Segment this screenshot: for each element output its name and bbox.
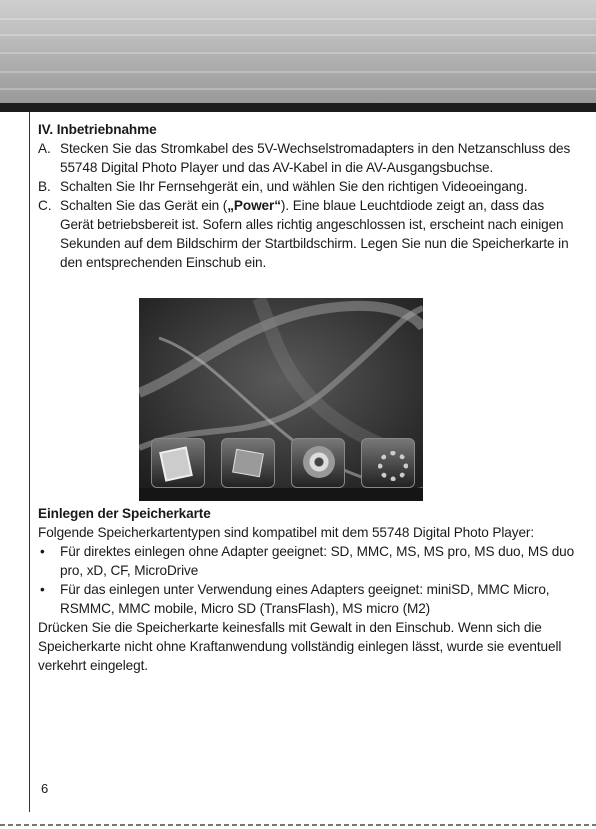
start-screen-image [139, 298, 423, 501]
music-disc-icon [291, 438, 345, 488]
section-heading: IV. Inbetriebnahme [38, 122, 157, 137]
settings-icon [361, 438, 415, 488]
instruction-marker: C. [38, 198, 52, 213]
bullet-symbol: • [40, 582, 45, 597]
cards-intro: Folgende Speicherkartentypen sind kompatibel mit dem 55748 Digital Photo Player: [38, 525, 535, 540]
bullet-text: Für das einlegen unter Verwendung eines Adapters geeignet: miniSD, MMC Micro, RSMMC, MMC mobile, Micro SD (TransFlash), MS micro (M2) [60, 582, 550, 616]
bullet-text: Für direktes einlegen ohne Adapter geeignet: SD, MMC, MS, MS pro, MS duo, MS duo pro, xD, CF, MicroDrive [60, 544, 575, 578]
header-banner [0, 0, 596, 103]
cards-heading: Einlegen der Speicherkarte [38, 506, 211, 521]
bullet-symbol: • [40, 544, 45, 559]
photo-icon [151, 438, 205, 488]
music-video-icon [221, 438, 275, 488]
instruction-text-start: Schalten Sie das Gerät ein ( [60, 198, 228, 213]
cards-warning: Drücken Sie die Speicherkarte keinesfalls mit Gewalt in den Einschub. Wenn sich die Speicherkarte nicht ohne Kraftanwendung vollständig einlegen lässt, wurde sie eventuell verkehrt eingelegt. [38, 620, 562, 673]
margin-rule [29, 112, 30, 812]
instruction-marker: B. [38, 179, 51, 194]
cards-bullet-adapter [38, 580, 578, 618]
instruction-text: Stecken Sie das Stromkabel des 5V-Wechselstromadapters in den Netzanschluss des 55748 Digital Photo Player und das AV-Kabel in die AV-Ausgangsbuchse. [60, 141, 571, 175]
instruction-text: Schalten Sie Ihr Fernsehgerät ein, und wählen Sie den richtigen Videoeingang. [60, 179, 528, 194]
instruction-b [38, 177, 578, 196]
bottom-rule [0, 824, 596, 826]
instruction-text-end: ). Eine blaue Leuchtdiode zeigt an, dass das Gerät betriebsbereit ist. Sofern alles richtig angeschlossen ist, erscheint nach einigen Sekunden auf dem Bildschirm der Startbildschirm. Legen Sie nun die Speicherkarte in den entsprechenden Einschub ein. [60, 198, 569, 270]
instruction-c [38, 196, 578, 272]
power-label: „Power“ [227, 198, 281, 213]
instruction-a [38, 139, 578, 177]
page-number: 6 [41, 781, 49, 796]
instruction-marker: A. [38, 141, 51, 156]
cards-bullet-direct [38, 542, 578, 580]
header-bar [0, 103, 596, 112]
